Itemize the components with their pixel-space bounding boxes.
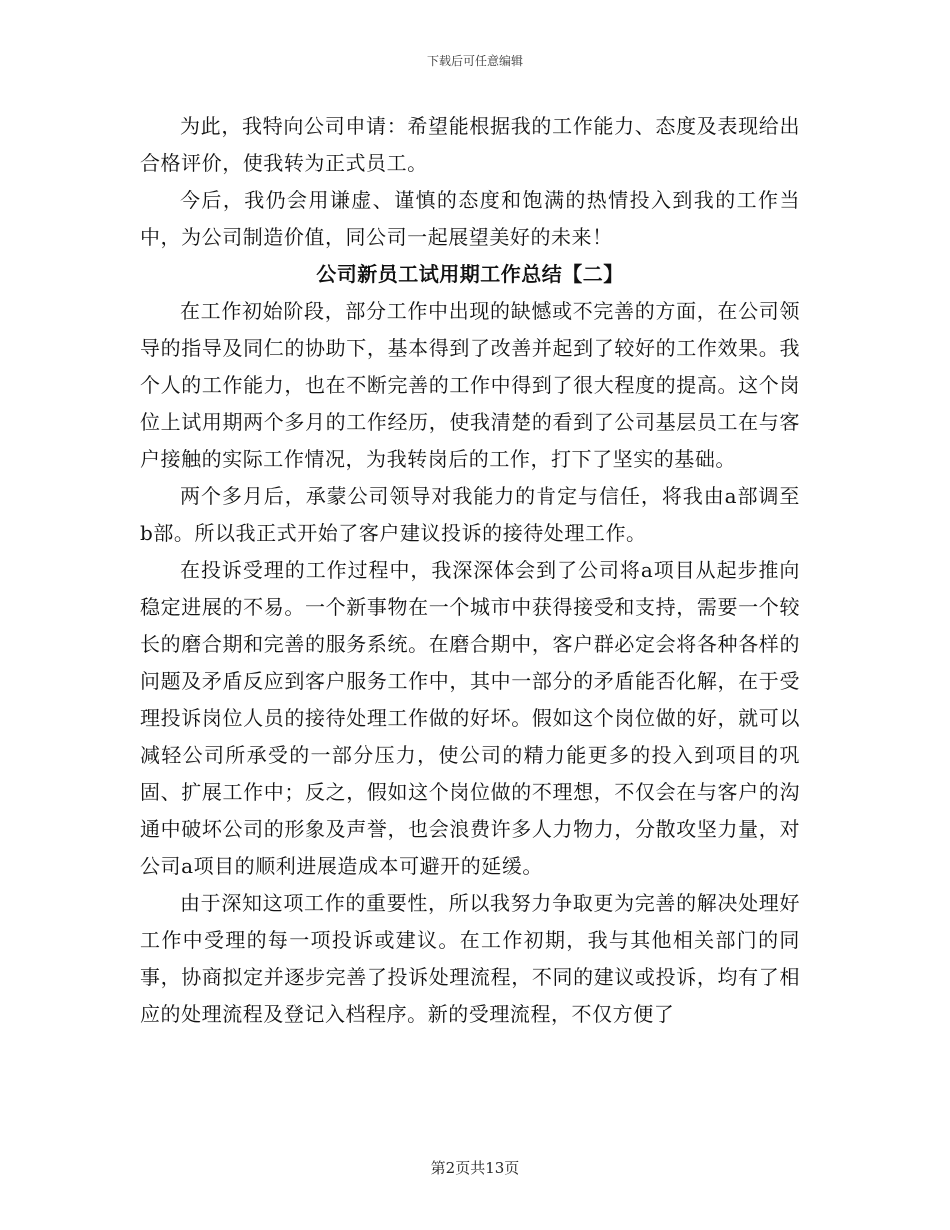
paragraph-importance: 由于深知这项工作的重要性，所以我努力争取更为完善的解决处理好工作中受理的每一项投诉或建议。在工作初期，我与其他相关部门的同事，协商拟定并逐步完善了投诉处理流程，不同的建议或投诉，均有了相应的处理流程及登记入档程序。新的受理流程，不仅方便了 bbox=[140, 891, 800, 1026]
document-body bbox=[140, 108, 800, 1033]
paragraph-complaint-process: 在投诉受理的工作过程中，我深深体会到了公司将a项目从起步推向稳定进展的不易。一个新事物在一个城市中获得接受和支持，需要一个较长的磨合期和完善的服务系统。在磨合期中，客户群必定会将各种各样的问题及矛盾反应到客户服务工作中，其中一部分的矛盾能否化解，在于受理投诉岗位人员的接待处理工作做的好坏。假如这个岗位做的好，就可以减轻公司所承受的一部分压力，使公司的精力能更多的投入到项目的巩固、扩展工作中；反之，假如这个岗位做的不理想，不仅会在与客户的沟通中破坏公司的形象及声誉，也会浪费许多人力物力，分散攻坚力量，对公司a项目的顺利进展造成本可避开的延缓。 bbox=[140, 558, 800, 878]
page-header-note: 下载后可任意编辑 bbox=[426, 54, 523, 68]
page-number: 第2页共13页 bbox=[430, 1159, 520, 1177]
section-title: 公司新员工试用期工作总结【二】 bbox=[316, 262, 624, 286]
paragraph-transfer: 两个多月后，承蒙公司领导对我能力的肯定与信任，将我由a部调至b部。所以我正式开始了客户建议投诉的接待处理工作。 bbox=[140, 484, 800, 545]
paragraph-initial-stage: 在工作初始阶段，部分工作中出现的缺憾或不完善的方面，在公司领导的指导及同仁的协助下，基本得到了改善并起到了较好的工作效果。我个人的工作能力，也在不断完善的工作中得到了很大程度的提高。这个岗位上试用期两个多月的工作经历，使我清楚的看到了公司基层员工在与客户接触的实际工作情况，为我转岗后的工作，打下了坚实的基础。 bbox=[140, 299, 800, 471]
paragraph-application: 为此，我特向公司申请：希望能根据我的工作能力、态度及表现给出合格评价，使我转为正式员工。 bbox=[140, 114, 800, 175]
paragraph-future: 今后，我仍会用谦虚、谨慎的态度和饱满的热情投入到我的工作当中，为公司制造价值，同公司一起展望美好的未来！ bbox=[140, 188, 800, 249]
